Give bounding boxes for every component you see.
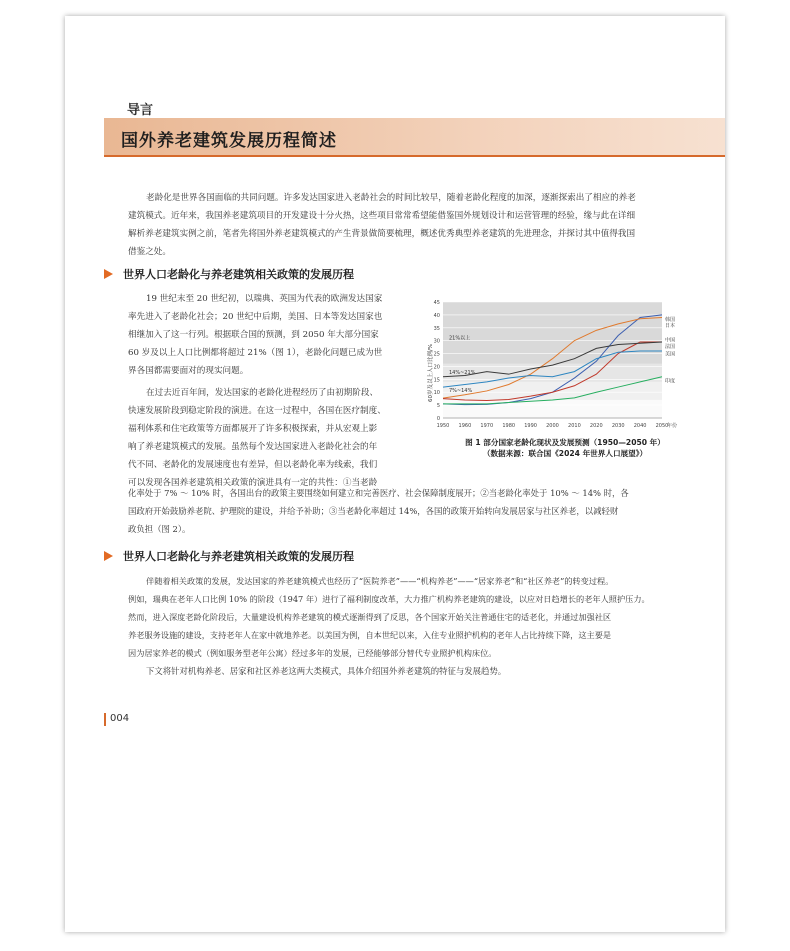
section1-line: 可以发现各国养老建筑相关政策的演进具有一定的共性：①当老龄 [128, 478, 378, 488]
chart-y-axis-label: 60岁及以上人口比例/% [428, 343, 434, 402]
chart-y-tick-label: 15 [433, 377, 440, 384]
chart-legend-label: 中国 [665, 337, 676, 344]
chart-band-label: 7%~14% [449, 388, 473, 395]
aging-line-chart [425, 294, 685, 434]
chart-y-tick-label: 45 [433, 300, 440, 306]
chapter-title-underline [104, 155, 725, 157]
chart-x-axis-label: 年份 [667, 423, 678, 429]
section1-line: 化率处于 7% ～ 10% 时，各国出台的政策主要围绕如何建立和完善医疗、社会保障制度展开；②当老龄化率处于 10% ～ 14% 时，各 [128, 488, 629, 498]
chart-y-tick-label: 30 [433, 338, 440, 345]
section2-para2 [128, 662, 684, 680]
chart-y-tick-label: 0 [436, 416, 440, 422]
section1-line: 界各国都需要面对的现实问题。 [128, 366, 249, 376]
chapter-title: 国外养老建筑发展历程简述 [121, 131, 337, 151]
figure-caption [440, 437, 690, 459]
chart-x-tick-label: 1990 [524, 423, 537, 429]
chart-x-tick-label: 2000 [546, 423, 559, 429]
section1-line: 快速发展阶段到稳定阶段的演进。在这一过程中，各国在医疗制度、 [128, 406, 386, 416]
section1-line: 19 世纪末至 20 世纪初，以瑞典、英国为代表的欧洲发达国家 [146, 294, 383, 304]
chart-y-tick-label: 20 [433, 364, 440, 371]
section2-para1 [128, 572, 684, 662]
chart-x-tick-label: 2020 [589, 423, 603, 429]
intro-line: 老龄化是世界各国面临的共同问题。许多发达国家进入老龄社会的时间比较早，随着老龄化程度的加深，逐渐探索出了相应的养老 [146, 193, 636, 203]
chart-band-low [443, 400, 662, 418]
chart-y-tick-label: 25 [433, 351, 440, 358]
page-number-bar [104, 713, 106, 726]
chart-band-label: 21%以上 [449, 335, 471, 342]
section2-line: 因为居家养老的模式（例如服务型老年公寓）经过多年的发展，已经能够部分替代专业照护机构床位。 [128, 648, 497, 658]
section1-line: 60 岁及以上人口比例都将超过 21%（图 1），老龄化问题已成为世 [128, 348, 383, 358]
chart-x-tick-label: 2030 [611, 423, 625, 429]
section1-para2-continued [128, 484, 684, 538]
intro-paragraph [128, 189, 684, 261]
intro-line: 建筑模式。近年来，我国养老建筑项目的开发建设十分火热，这些项目常常希望能借鉴国外规划设计和运营管理的经验，缘与此在详细 [128, 211, 636, 221]
section1-line: 国政府开始鼓励养老院、护理院的建设，并给予补助；③当老龄化率超过 14%，各国的政策开始转向发展居家与社区养老，以减轻财 [128, 506, 619, 516]
chart-band-label: 14%~21% [449, 370, 476, 377]
chart-y-tick-label: 10 [433, 390, 440, 397]
section2-heading-text: 世界人口老龄化与养老建筑相关政策的发展历程 [123, 550, 354, 563]
section2-line: 下文将针对机构养老、居家和社区养老这两大类模式，具体介绍国外养老建筑的特征与发展趋势。 [146, 666, 507, 676]
section1-para2 [128, 384, 416, 492]
section-label: 导言 [127, 103, 154, 118]
section1-line: 在过去近百年间，发达国家的老龄化进程经历了由初期阶段、 [146, 388, 379, 398]
section1-para1 [128, 290, 416, 380]
section1-line: 相继加入了这一行列。根据联合国的预测，到 2050 年大部分国家 [128, 330, 379, 340]
chart-legend-label: 美国 [665, 351, 676, 358]
chart-legend-label: 日本 [665, 323, 676, 330]
chart-y-tick-label: 40 [433, 312, 440, 319]
chart-x-tick-label: 1960 [458, 423, 472, 429]
section1-line: 代不同、老龄化的发展速度也有差异，但以老龄化率为线索，我们 [128, 460, 378, 470]
intro-line: 借鉴之处。 [128, 247, 171, 257]
figure-caption-line2: （数据来源：联合国《2024 年世界人口展望》） [482, 449, 648, 458]
section1-line: 政负担（图 2）。 [128, 524, 191, 534]
chart-x-tick-label: 2010 [568, 423, 581, 429]
chart-x-tick-label: 2040 [633, 423, 647, 429]
section1-line: 率先进入了老龄化社会；20 世纪中后期，美国、日本等发达国家也 [128, 312, 383, 322]
intro-line: 解析养老建筑实例之前，笔者先将国外养老建筑模式的产生背景做简要梳理，概述优秀典型养老建筑的先进理念，并探讨其中值得我国 [128, 229, 636, 239]
section1-line: 福利体系和住宅政策等方面都展开了许多积极探索，并从宏观上影 [128, 424, 378, 434]
section2-line: 伴随着相关政策的发展，发达国家的养老建筑模式也经历了“医院养老”——“机构养老”——“居家养老”和“社区养老”的转变过程。 [146, 576, 614, 586]
chart-x-tick-label: 2050 [655, 423, 669, 429]
section2-heading [104, 548, 354, 564]
chart-y-tick-label: 35 [433, 325, 440, 332]
figure-caption-line1: 图 1 部分国家老龄化现状及发展预测（1950—2050 年） [465, 438, 665, 447]
section2-line: 例如，瑞典在老年人口比例 10% 的阶段（1947 年）进行了福利制度改革，大力推广机构养老建筑的建设，以应对日趋增长的老年人照护压力。 [128, 594, 650, 604]
chart-legend-label: 印度 [665, 378, 676, 385]
heading-triangle-icon [104, 551, 113, 561]
section1-heading-text: 世界人口老龄化与养老建筑相关政策的发展历程 [123, 268, 354, 281]
section2-line: 养老服务设施的建设，支持老年人在家中就地养老。以美国为例，自本世纪以来，入住专业照护机构的老年人占比持续下降，这主要是 [128, 630, 612, 640]
chart-x-tick-label: 1970 [480, 423, 494, 429]
chart-x-tick-label: 1980 [502, 423, 516, 429]
section1-line: 响了养老建筑模式的发展。虽然每个发达国家进入老龄化社会的年 [128, 442, 378, 452]
heading-triangle-icon [104, 269, 113, 279]
chart-band [443, 302, 662, 364]
page-number: 004 [110, 713, 130, 724]
chart-legend-label: 法国 [665, 343, 676, 350]
chart-legend-label: 韩国 [665, 316, 676, 323]
chart-x-tick-label: 1950 [436, 423, 450, 429]
section2-line: 然而，进入深度老龄化阶段后，大量建设机构养老建筑的模式逐渐得到了反思，各个国家开始关注普通住宅的适老化，并通过加强社区 [128, 612, 612, 622]
chart-y-tick-label: 5 [436, 403, 440, 410]
section1-heading [104, 266, 354, 282]
